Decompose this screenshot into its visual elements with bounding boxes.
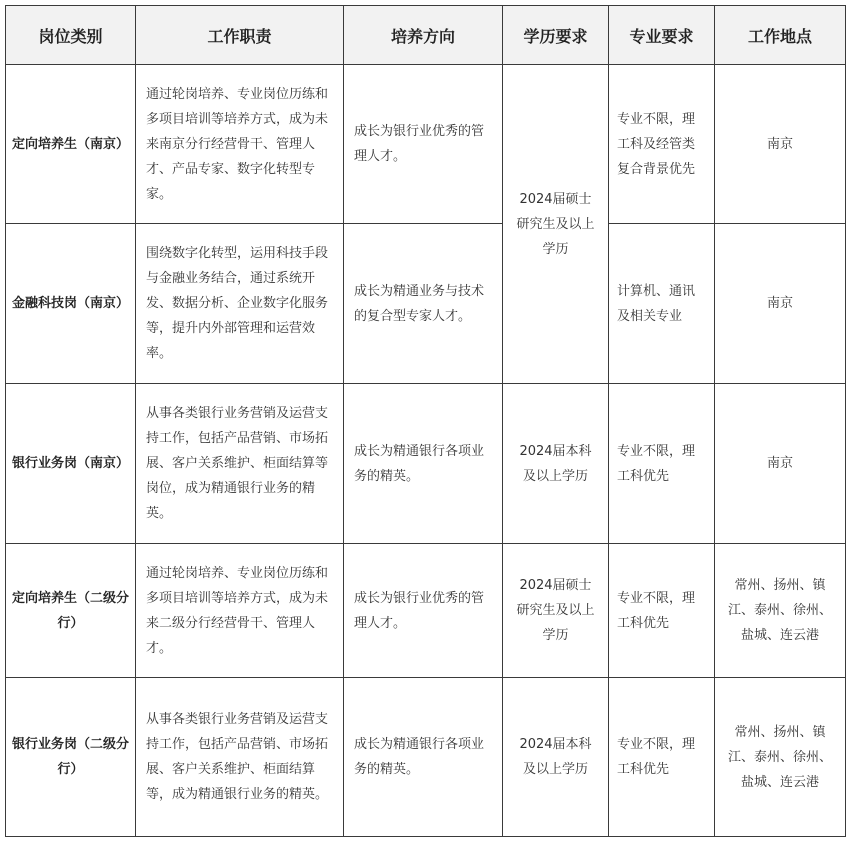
table-row — [6, 65, 846, 224]
location-cell: 南京 — [715, 224, 846, 384]
header-row — [6, 6, 846, 65]
duty-cell: 从事各类银行业务营销及运营支持工作，包括产品营销、市场拓展、客户关系维护、柜面结算等岗位，成为精通银行业务的精英。 — [136, 384, 344, 544]
education-cell: 2024届本科及以上学历 — [503, 678, 609, 837]
education-cell: 2024届硕士研究生及以上学历 — [503, 544, 609, 678]
location-cell: 南京 — [715, 384, 846, 544]
location-cell: 南京 — [715, 65, 846, 224]
header-location: 工作地点 — [715, 6, 846, 65]
header-duty: 工作职责 — [136, 6, 344, 65]
location-cell: 常州、扬州、镇江、泰州、徐州、盐城、连云港 — [715, 544, 846, 678]
category-cell: 定向培养生（南京） — [6, 65, 136, 224]
major-cell: 专业不限，理工科及经管类复合背景优先 — [609, 65, 715, 224]
direction-cell: 成长为银行业优秀的管理人才。 — [344, 65, 503, 224]
location-cell: 常州、扬州、镇江、泰州、徐州、盐城、连云港 — [715, 678, 846, 837]
duty-cell: 围绕数字化转型，运用科技手段与金融业务结合，通过系统开发、数据分析、企业数字化服务等，提升内外部管理和运营效率。 — [136, 224, 344, 384]
major-cell: 专业不限，理工科优先 — [609, 544, 715, 678]
header-education: 学历要求 — [503, 6, 609, 65]
table-row — [6, 678, 846, 837]
duty-cell: 通过轮岗培养、专业岗位历练和多项目培训等培养方式，成为未来二级分行经营骨干、管理人才。 — [136, 544, 344, 678]
table-row — [6, 224, 846, 384]
category-cell: 金融科技岗（南京） — [6, 224, 136, 384]
category-cell: 定向培养生（二级分行） — [6, 544, 136, 678]
category-cell: 银行业务岗（二级分行） — [6, 678, 136, 837]
category-cell: 银行业务岗（南京） — [6, 384, 136, 544]
major-cell: 专业不限，理工科优先 — [609, 384, 715, 544]
education-cell: 2024届本科及以上学历 — [503, 384, 609, 544]
table-row — [6, 384, 846, 544]
direction-cell: 成长为精通业务与技术的复合型专家人才。 — [344, 224, 503, 384]
major-cell: 专业不限，理工科优先 — [609, 678, 715, 837]
header-major: 专业要求 — [609, 6, 715, 65]
direction-cell: 成长为银行业优秀的管理人才。 — [344, 544, 503, 678]
education-cell: 2024届硕士研究生及以上学历 — [503, 65, 609, 384]
direction-cell: 成长为精通银行各项业务的精英。 — [344, 384, 503, 544]
header-category: 岗位类别 — [6, 6, 136, 65]
direction-cell: 成长为精通银行各项业务的精英。 — [344, 678, 503, 837]
duty-cell: 从事各类银行业务营销及运营支持工作，包括产品营销、市场拓展、客户关系维护、柜面结算等，成为精通银行业务的精英。 — [136, 678, 344, 837]
major-cell: 计算机、通讯及相关专业 — [609, 224, 715, 384]
job-table — [5, 5, 846, 837]
duty-cell: 通过轮岗培养、专业岗位历练和多项目培训等培养方式，成为未来南京分行经营骨干、管理人才、产品专家、数字化转型专家。 — [136, 65, 344, 224]
header-direction: 培养方向 — [344, 6, 503, 65]
table-row — [6, 544, 846, 678]
